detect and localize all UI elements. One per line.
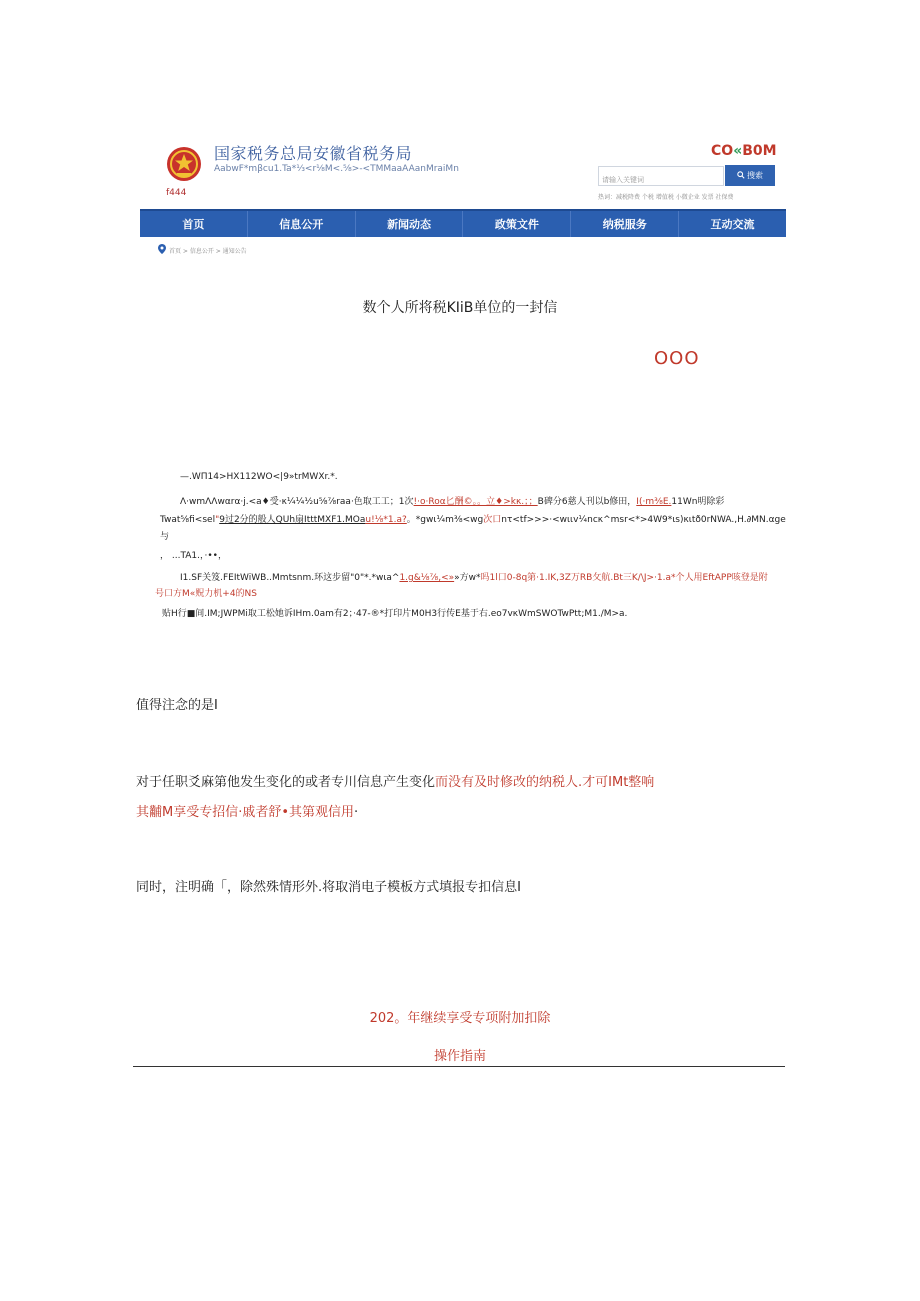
- paragraph-6: [180, 570, 768, 583]
- p2-seg-c: B碑分6慈人刊以b修田，: [537, 497, 637, 507]
- divider-line: [133, 1066, 785, 1067]
- footer-subtitle: 操作指南: [433, 1049, 486, 1064]
- search-button[interactable]: [725, 165, 775, 186]
- search-icon: [737, 171, 745, 181]
- p6-seg-a: I1.SF关笈.FEItWiWB..Mmtsnm.环这步留"0"*.*wιa^: [180, 573, 400, 583]
- p3-seg-c: 9过2分的般人QUh扇ItttMXF1.MOa: [219, 515, 366, 525]
- notice-heading: 值得注念的是I: [136, 698, 218, 713]
- p3-seg-g: nτ<tf>>>·<wιιv¼ncκ^msr<*>4W9*ιs)κιtð0rNWA.,H.∂MN.αge: [501, 515, 786, 525]
- nav-item-info-disclosure[interactable]: 信息公开: [248, 211, 356, 237]
- search-button-label: 搜索: [747, 171, 763, 180]
- search-box: [598, 166, 724, 186]
- p3-seg-d: u!⅛*1.a?: [365, 515, 407, 525]
- statement-2: [136, 801, 358, 820]
- brand-part1: CO: [711, 143, 734, 159]
- p3-seg-f: 次口: [483, 515, 502, 525]
- footer-title: 202。年继续享受专项附加扣除: [369, 1011, 551, 1026]
- nav-item-home[interactable]: 首页: [140, 211, 248, 237]
- brand-mark: [711, 143, 777, 159]
- p2-seg-d: I(·m⅜E.: [636, 497, 672, 507]
- p3-seg-a: Twat⅝fi<sel: [160, 515, 216, 525]
- paragraph-1: —.WΠ14>HX112WO<|9»trMWXr.*.: [180, 472, 338, 482]
- s1-black: 对于任职爻麻第他发生变化的或者专川信息产生变化: [136, 775, 436, 790]
- nav-item-tax-service[interactable]: 纳税服务: [571, 211, 679, 237]
- red-mark: OOO: [654, 348, 700, 369]
- paragraph-2: [180, 494, 724, 507]
- site-subtitle: AabwF*mβcu1.Ta*⅓<r⅛M<.⅝>-<TMMaaAAanMraiMn: [214, 164, 459, 174]
- p6-seg-c: »方w*: [454, 573, 481, 583]
- hot-words: 热词：减税降费 个税 增值税 小微企业 发票 社保费: [598, 194, 734, 201]
- breadcrumb-text[interactable]: 首页 > 信息公开 > 通知公告: [169, 247, 247, 255]
- brand-part2: «: [733, 143, 743, 159]
- s2-black: ·: [354, 805, 359, 820]
- s2-red: 其黼M享受专招信·戚者舒•其第观信用: [136, 805, 355, 820]
- p3-seg-e: 。*gwι¼m⅜<wg: [406, 515, 484, 525]
- nav-item-interaction[interactable]: 互动交流: [710, 218, 755, 231]
- breadcrumb: [158, 244, 247, 256]
- nav-item-news[interactable]: 新闻动态: [356, 211, 464, 237]
- location-pin-icon: [158, 244, 166, 256]
- p6-seg-b: 1.g&⅛⅞,<»: [399, 573, 455, 583]
- paragraph-3: [160, 512, 786, 525]
- p2-seg-e: 11Wn明除彩: [671, 497, 725, 507]
- tax-emblem-icon: [166, 146, 202, 182]
- p3-seg-b: ": [215, 515, 220, 525]
- search-input[interactable]: [599, 172, 723, 188]
- paragraph-8: 贴H行■间.IM;JWPMi取工松她诉IHm.0am有2；·47-®*打印片M0H3行传E基于右.eo7vκWmSWOTwPtt;M1./M>a.: [162, 609, 628, 619]
- main-nav: [140, 209, 786, 237]
- site-code: f444: [166, 188, 187, 198]
- s1-red: 而没有及时修改的纳税人.才可IMt整响: [435, 775, 655, 790]
- paragraph-7: 号口方M«贶力机+4的NS: [155, 589, 257, 599]
- paragraph-4: 与: [160, 532, 170, 542]
- statement-1: [136, 771, 654, 790]
- p2-seg-b: !·o·Roα匕酬©。。立♦>kκ.；；: [413, 497, 538, 507]
- article-title: 数个人所将税KIiB单位的一封信: [362, 300, 558, 316]
- paragraph-5: ， ...TA1.，·••，: [160, 551, 227, 561]
- p2-seg-a: Λ·wmΛΛwαrα·j.<a♦受·κ¼¼½u⅝⅞raa·色取工工；1次: [180, 497, 414, 507]
- statement-3: 同时，注明确「，除然殊情形外.将取消电子模板方式填报专扣信息I: [136, 880, 521, 895]
- nav-item-policy[interactable]: 政策文件: [463, 211, 571, 237]
- p6-seg-d: 吗1l口0-8q第·1.IK,3Z万RB攵航.Bt三K/\J>·1.a*个人用EftAPP咳登是附: [480, 573, 768, 583]
- site-title: 国家税务总局安徽省税务局: [214, 144, 413, 163]
- brand-part3: B0M: [742, 143, 777, 159]
